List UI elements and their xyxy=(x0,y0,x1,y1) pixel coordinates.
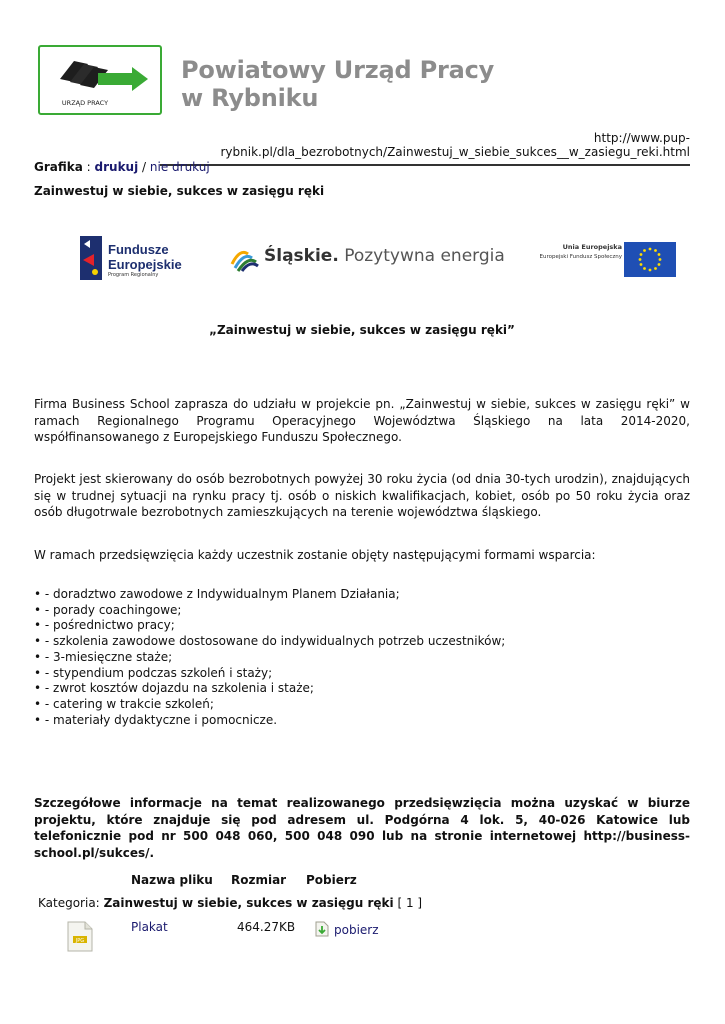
grafika-label: Grafika xyxy=(34,160,83,174)
file-link[interactable]: Plakat xyxy=(131,920,168,934)
logo-caption: URZĄD PRACY xyxy=(61,99,109,107)
download-link[interactable]: pobierz xyxy=(334,923,379,937)
contact-info: Szczegółowe informacje na temat realizowanego przedsięwzięcia można uzyskać w biurze projektu, które znajduje się pod adresem ul. Podgórna 4 lok. 5, 40-026 Katowice lub telefonicznie pod nr 500 048 060, 500 048 090 lub na stronie internetowej http://business-school.pl/sukces/. xyxy=(34,796,690,860)
article-paragraph-1: Firma Business School zaprasza do udziału w projekcie pn. „Zainwestuj w siebie, sukces w zasięgu ręki” w ramach Regionalnego Programu Operacyjnego Województwa Śląskiego na lata 2014-2020, współfinansowanego z Europejskiego Funduszu Społecznego. xyxy=(34,397,690,444)
category-row: Kategoria: Zainwestuj w siebie, sukces w zasięgu ręki [ 1 ] xyxy=(38,896,423,910)
support-list xyxy=(34,587,690,728)
page-url: http://www.pup-rybnik.pl/dla_bezrobotnych/Zainwestuj_w_siebie_sukces__w_zasiegu_reki.html xyxy=(160,131,690,166)
organization-name: Powiatowy Urząd Pracy w Rybniku xyxy=(181,56,495,112)
article-paragraph-2: Projekt jest skierowany do osób bezrobotnych powyżej 30 roku życia (od dnia 30-tych urodzin), znajdujących się w trudnej sytuacji na rynku pracy tj. osób o niskich kwalifikacjach, kobiet, osób po 50 roku życia oraz osób długotrwale bezrobotnych zamieszkujących na terenie województwa śląskiego. xyxy=(34,472,690,519)
print-link[interactable]: drukuj xyxy=(94,160,139,174)
article-paragraph-3: W ramach przedsięwzięcia każdy uczestnik zostanie objęty następującymi formami wsparcia: xyxy=(34,548,596,562)
list-item: • - materiały dydaktyczne i pomocnicze. xyxy=(34,713,690,729)
category-count: [ 1 ] xyxy=(397,896,423,910)
list-item: • - porady coachingowe; xyxy=(34,603,690,619)
list-item: • - pośrednictwo pracy; xyxy=(34,618,690,634)
eu-logo-title: Unia Europejska xyxy=(562,243,622,251)
list-item: • - doradztwo zawodowe z Indywidualnym Planem Działania; xyxy=(34,587,690,603)
jpg-file-icon xyxy=(67,921,93,952)
svg-text:JPG: JPG xyxy=(75,938,85,944)
print-toggle: Grafika : drukuj / nie drukuj xyxy=(34,160,210,174)
fe-logo-text: Fundusze Europejskie xyxy=(108,242,182,272)
file-size: 464.27KB xyxy=(237,920,296,934)
slaskie-logo-icon xyxy=(230,244,260,272)
column-header-name: Nazwa pliku xyxy=(131,873,213,887)
list-item: • - zwrot kosztów dojazdu na szkolenia i staże; xyxy=(34,681,690,697)
pup-logo xyxy=(38,45,162,115)
column-header-size: Rozmiar xyxy=(231,873,287,887)
list-item: • - 3-miesięczne staże; xyxy=(34,650,690,666)
page-title: Zainwestuj w siebie, sukces w zasięgu ręki xyxy=(34,184,325,198)
fundusze-europejskie-logo-icon xyxy=(80,236,104,280)
article-heading: „Zainwestuj w siebie, sukces w zasięgu ręki” xyxy=(209,323,515,337)
list-item: • - stypendium podczas szkoleń i staży; xyxy=(34,666,690,682)
list-item: • - szkolenia zawodowe dostosowane do indywidualnych potrzeb uczestników; xyxy=(34,634,690,650)
download-icon[interactable] xyxy=(315,921,329,937)
slaskie-logo-text: Śląskie. Pozytywna energia xyxy=(264,246,505,266)
no-print-link[interactable]: nie drukuj xyxy=(149,160,210,174)
list-item: • - catering w trakcie szkoleń; xyxy=(34,697,690,713)
fe-logo-sub: Program Regionalny xyxy=(108,272,159,278)
eu-flag-icon xyxy=(624,242,676,277)
eu-logo-sub: Europejski Fundusz Społeczny xyxy=(539,254,622,260)
column-header-download: Pobierz xyxy=(306,873,357,887)
partner-logos xyxy=(34,232,690,288)
category-name: Zainwestuj w siebie, sukces w zasięgu ręki xyxy=(103,896,394,910)
cards-arrow-icon xyxy=(40,49,160,99)
